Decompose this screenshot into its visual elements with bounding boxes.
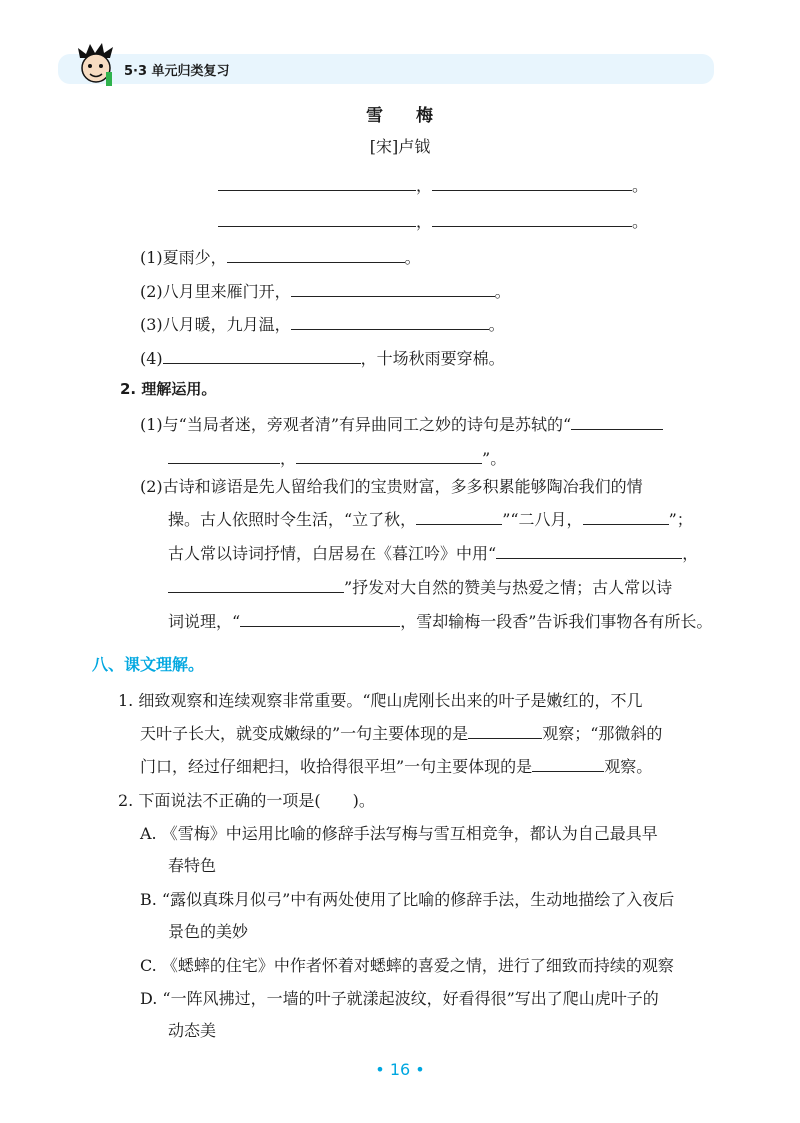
section-heading-text-comprehension: 八、课文理解。 bbox=[92, 655, 205, 674]
option-c-line-1[interactable]: C. 《蟋蟀的住宅》中作者怀着对蟋蟀的喜爱之情，进行了细致而持续的观察 bbox=[140, 956, 674, 975]
blank[interactable] bbox=[532, 753, 604, 772]
blank[interactable] bbox=[416, 506, 502, 525]
poem-line-2: ， 。 bbox=[218, 208, 648, 235]
proverb-3: (3)八月暖，九月温， 。 bbox=[140, 311, 505, 338]
proverb-4: (4) ，十场秋雨要穿棉。 bbox=[140, 345, 505, 372]
blank[interactable] bbox=[296, 445, 482, 464]
option-d-line-2: 动态美 bbox=[168, 1021, 217, 1040]
blank[interactable] bbox=[168, 445, 280, 464]
option-b-line-1[interactable]: B. “露似真珠月似弓”中有两处使用了比喻的修辞手法，生动地描绘了入夜后 bbox=[140, 890, 675, 909]
blank[interactable] bbox=[468, 720, 542, 739]
blank[interactable] bbox=[571, 411, 663, 430]
question-2-1-line-2: ， ”。 bbox=[168, 442, 506, 476]
blank[interactable] bbox=[291, 278, 495, 297]
question-8-1-line-1: 1. 细致观察和连续观察非常重要。“爬山虎刚长出来的叶子是嫩红的，不几 bbox=[118, 691, 643, 710]
question-2-2-line-2: 操。古人依照时令生活，“立了秋， ”“二八月， ”； bbox=[168, 503, 693, 537]
poem-author: [宋]卢钺 bbox=[369, 137, 431, 156]
option-a-line-2: 春特色 bbox=[168, 856, 217, 875]
question-8-1-line-3: 门口，经过仔细耙扫，收拾得很平坦”一句主要体现的是 观察。 bbox=[140, 750, 652, 784]
proverb-2: (2)八月里来雁门开， 。 bbox=[140, 278, 511, 305]
blank[interactable] bbox=[291, 311, 489, 330]
option-a-line-1[interactable]: A. 《雪梅》中运用比喻的修辞手法写梅与雪互相竞争，都认为自己最具早 bbox=[140, 824, 658, 843]
proverb-1: (1)夏雨少， 。 bbox=[140, 244, 421, 271]
question-8-1-line-2: 天叶子长大，就变成嫩绿的”一句主要体现的是 观察；“那微斜的 bbox=[140, 717, 662, 751]
blank[interactable] bbox=[163, 345, 361, 364]
poem-title: 雪 梅 bbox=[366, 106, 434, 126]
page-number: • 16 • bbox=[375, 1060, 425, 1079]
blank[interactable] bbox=[227, 244, 405, 263]
blank[interactable] bbox=[168, 574, 344, 593]
section-heading-understand-apply: 2. 理解运用。 bbox=[120, 380, 217, 398]
mascot-icon bbox=[70, 42, 124, 90]
poem-line-1: ， 。 bbox=[218, 172, 648, 199]
question-2-2-line-4: ”抒发对大自然的赞美与热爱之情；古人常以诗 bbox=[168, 571, 672, 605]
blank[interactable] bbox=[240, 608, 400, 627]
blank[interactable] bbox=[432, 172, 632, 191]
question-2-2-line-1: (2)古诗和谚语是先人留给我们的宝贵财富，多多积累能够陶冶我们的情 bbox=[140, 477, 643, 496]
option-d-line-1[interactable]: D. “一阵风拂过，一墙的叶子就漾起波纹，好看得很”写出了爬山虎叶子的 bbox=[140, 989, 659, 1008]
series-title: 5·3 单元归类复习 bbox=[124, 64, 230, 79]
question-2-1-line-1: (1)与“当局者迷，旁观者清”有异曲同工之妙的诗句是苏轼的“ bbox=[140, 408, 663, 442]
blank[interactable] bbox=[218, 208, 416, 227]
blank[interactable] bbox=[432, 208, 632, 227]
question-8-2: 2. 下面说法不正确的一项是( )。 bbox=[118, 791, 375, 810]
question-2-2-line-5: 词说理，“ ，雪却输梅一段香”告诉我们事物各有所长。 bbox=[168, 605, 712, 639]
question-2-2-line-3: 古人常以诗词抒情，白居易在《暮江吟》中用“ ， bbox=[168, 537, 698, 571]
blank[interactable] bbox=[583, 506, 669, 525]
option-b-line-2: 景色的美妙 bbox=[168, 922, 249, 941]
blank[interactable] bbox=[218, 172, 416, 191]
blank[interactable] bbox=[496, 540, 682, 559]
